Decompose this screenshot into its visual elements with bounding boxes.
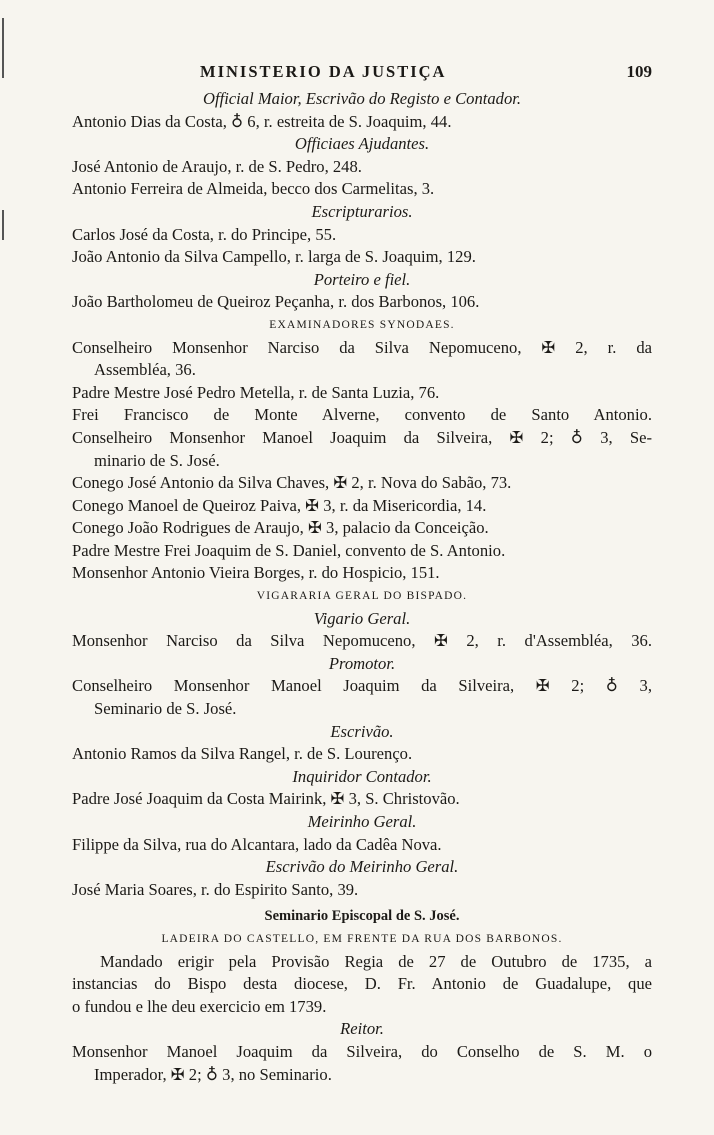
section-title: VIGARARIA GERAL DO BISPADO. [256,590,468,603]
section-heading: Official Maior, Escrivão do Registo e Contador. [202,89,522,108]
text-line: Antonio Ferreira de Almeida, becco dos Carmelitas, 3. [72,179,435,199]
text-line: Mandado erigir pela Provisão Regia de 27 de Outubro de 1735, a [100,951,652,971]
text-line: o fundou e lhe deu exercicio em 1739. [72,996,327,1016]
text-line: instancias do Bispo desta diocese, D. Fr. Antonio de Guadalupe, que [72,974,652,994]
section-title: EXAMINADORES SYNODAES. [269,318,455,331]
institution-title: Seminario Episcopal de S. José. [264,908,460,925]
running-title: MINISTERIO DA JUSTIÇA [200,62,447,81]
text-line: Antonio Dias da Costa, ♁ 6, r. estreita de S. Joaquim, 44. [72,111,452,131]
text-line: Antonio Ramos da Silva Rangel, r. de S. Lourenço. [72,744,413,764]
text-line: Frei Francisco de Monte Alverne, convento de Santo Antonio. [72,405,652,425]
text-line: Conselheiro Monsenhor Narciso da Silva Nepomuceno, ✠ 2, r. da [72,337,652,357]
text-line: José Antonio de Araujo, r. de S. Pedro, 248. [72,156,362,176]
text-body [72,88,652,1086]
running-header [0,62,714,86]
text-line: José Maria Soares, r. do Espirito Santo, 39. [72,879,359,899]
page-number: 109 [626,62,652,81]
section-heading: Escrivão do Meirinho Geral. [265,857,459,877]
text-line: Padre José Joaquim da Costa Mairink, ✠ 3, S. Christovão. [72,789,460,809]
section-heading: Escripturarios. [311,201,413,221]
text-line: Padre Mestre José Pedro Metella, r. de Santa Luzia, 76. [72,382,440,402]
text-line: Imperador, ✠ 2; ♁ 3, no Seminario. [94,1064,332,1084]
section-heading: Officiaes Ajudantes. [294,134,430,154]
text-line: João Antonio da Silva Campello, r. larga de S. Joaquim, 129. [72,247,476,267]
text-line: Padre Mestre Frei Joaquim de S. Daniel, convento de S. Antonio. [72,540,506,560]
section-heading: Promotor. [328,653,396,673]
section-title: LADEIRA DO CASTELLO, EM FRENTE DA RUA DOS BARBONOS. [161,932,563,945]
section-heading: Meirinho Geral. [307,812,417,831]
text-line: Conselheiro Monsenhor Manoel Joaquim da Silveira, ✠ 2; ♁ 3, Se- [72,427,652,447]
text-line: minario de S. José. [94,450,220,470]
text-line: Carlos José da Costa, r. do Principe, 55. [72,224,337,244]
page-edge-mark [2,210,4,240]
text-line: Conego José Antonio da Silva Chaves, ✠ 2, r. Nova do Sabão, 73. [72,473,512,493]
text-line: Seminario de S. José. [94,699,237,719]
text-line: Monsenhor Narciso da Silva Nepomuceno, ✠ 2, r. d'Assembléa, 36. [72,631,652,651]
text-line: Conego João Rodrigues de Araujo, ✠ 3, palacio da Conceição. [72,518,489,538]
section-heading: Inquiridor Contador. [292,766,432,786]
text-line: Conego Manoel de Queiroz Paiva, ✠ 3, r. da Misericordia, 14. [72,495,487,515]
text-line: Monsenhor Antonio Vieira Borges, r. do Hospicio, 151. [72,563,440,583]
text-line: Assembléa, 36. [94,360,196,380]
text-line: Conselheiro Monsenhor Manoel Joaquim da Silveira, ✠ 2; ♁ 3, [72,676,652,696]
section-heading: Reitor. [340,1019,384,1039]
text-line: João Bartholomeu de Queiroz Peçanha, r. dos Barbonos, 106. [72,292,480,312]
section-heading: Escrivão. [330,721,394,741]
text-line: Filippe da Silva, rua do Alcantara, lado da Cadêa Nova. [72,834,442,854]
text-line: Monsenhor Manoel Joaquim da Silveira, do Conselho de S. M. o [72,1041,652,1061]
section-heading: Vigario Geral. [313,608,411,628]
section-heading: Porteiro e fiel. [313,269,411,289]
